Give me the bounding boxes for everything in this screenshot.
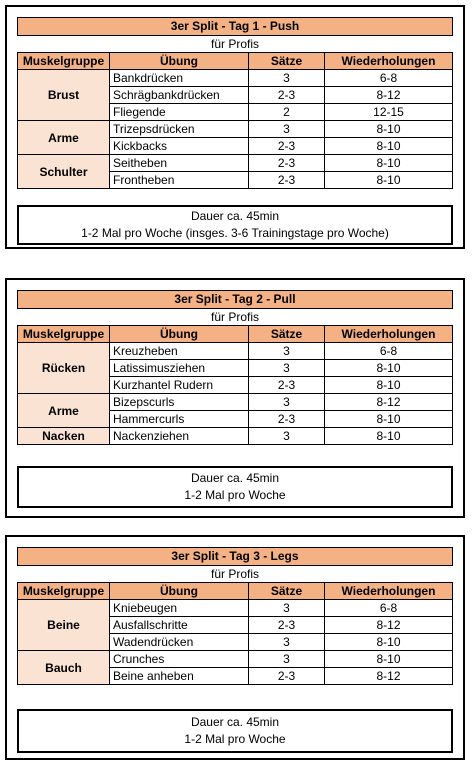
header-uebung: Übung [110, 53, 249, 70]
day-card-push [5, 5, 465, 249]
info-box [17, 709, 453, 753]
day-card-pull [5, 278, 465, 518]
table-row [18, 651, 453, 668]
day-subtitle: für Profis [210, 37, 259, 51]
exercise-cell: Wadendrücken [110, 634, 249, 651]
reps-cell: 8-10 [325, 138, 453, 155]
exercise-cell: Seitheben [110, 155, 249, 172]
sets-cell: 3 [249, 121, 325, 138]
header-wiederholungen: Wiederholungen [325, 326, 453, 343]
reps-cell: 8-12 [325, 394, 453, 411]
sets-cell: 2-3 [249, 617, 325, 634]
day-title: 3er Split - Tag 2 - Pull [17, 290, 453, 309]
header-saetze: Sätze [249, 583, 325, 600]
exercise-table [17, 582, 453, 685]
info-box [17, 466, 453, 508]
sets-cell: 3 [249, 70, 325, 87]
sets-cell: 3 [249, 428, 325, 445]
exercise-cell: Bizepscurls [110, 394, 249, 411]
sets-cell: 2-3 [249, 155, 325, 172]
sets-cell: 2-3 [249, 87, 325, 104]
muscle-group-cell: Schulter [18, 155, 110, 189]
header-uebung: Übung [110, 326, 249, 343]
table-row [18, 394, 453, 411]
exercise-cell: Frontheben [110, 172, 249, 189]
muscle-group-cell: Beine [18, 600, 110, 651]
header-uebung: Übung [110, 583, 249, 600]
table-row [18, 600, 453, 617]
frequency-text: 1-2 Mal pro Woche [184, 488, 286, 502]
sets-cell: 3 [249, 634, 325, 651]
table-header-row [18, 326, 453, 343]
exercise-table [17, 52, 453, 189]
header-wiederholungen: Wiederholungen [325, 583, 453, 600]
duration-text: Dauer ca. 45min [190, 209, 280, 223]
day-subtitle: für Profis [210, 310, 259, 324]
table-row [18, 70, 453, 87]
reps-cell: 8-10 [325, 411, 453, 428]
exercise-cell: Trizepsdrücken [110, 121, 249, 138]
header-saetze: Sätze [249, 53, 325, 70]
day-title: 3er Split - Tag 3 - Legs [17, 547, 453, 566]
reps-cell: 12-15 [325, 104, 453, 121]
table-row [18, 428, 453, 445]
header-muskelgruppe: Muskelgruppe [18, 53, 110, 70]
exercise-cell: Nackenziehen [110, 428, 249, 445]
frequency-text: 1-2 Mal pro Woche [184, 732, 286, 746]
reps-cell: 8-10 [325, 428, 453, 445]
day-card-legs [5, 535, 465, 760]
frequency-text: 1-2 Mal pro Woche (insges. 3-6 Trainingstage pro Woche) [81, 226, 389, 240]
reps-cell: 6-8 [325, 343, 453, 360]
exercise-cell: Crunches [110, 651, 249, 668]
sets-cell: 2-3 [249, 668, 325, 685]
muscle-group-cell: Nacken [18, 428, 110, 445]
sets-cell: 3 [249, 651, 325, 668]
sets-cell: 2-3 [249, 411, 325, 428]
muscle-group-cell: Rücken [18, 343, 110, 394]
reps-cell: 6-8 [325, 70, 453, 87]
exercise-cell: Fliegende [110, 104, 249, 121]
info-box [17, 205, 453, 245]
sets-cell: 2 [249, 104, 325, 121]
sets-cell: 2-3 [249, 172, 325, 189]
exercise-cell: Hammercurls [110, 411, 249, 428]
exercise-cell: Kreuzheben [110, 343, 249, 360]
reps-cell: 8-10 [325, 377, 453, 394]
reps-cell: 8-12 [325, 668, 453, 685]
muscle-group-cell: Arme [18, 394, 110, 428]
sets-cell: 3 [249, 343, 325, 360]
reps-cell: 6-8 [325, 600, 453, 617]
table-row [18, 343, 453, 360]
muscle-group-cell: Arme [18, 121, 110, 155]
header-muskelgruppe: Muskelgruppe [18, 583, 110, 600]
reps-cell: 8-12 [325, 87, 453, 104]
header-saetze: Sätze [249, 326, 325, 343]
muscle-group-cell: Brust [18, 70, 110, 121]
reps-cell: 8-10 [325, 360, 453, 377]
reps-cell: 8-12 [325, 617, 453, 634]
table-header-row [18, 53, 453, 70]
table-header-row [18, 583, 453, 600]
table-row [18, 155, 453, 172]
exercise-cell: Schrägbankdrücken [110, 87, 249, 104]
day-subtitle: für Profis [210, 567, 259, 581]
exercise-cell: Kickbacks [110, 138, 249, 155]
exercise-table [17, 325, 453, 445]
reps-cell: 8-10 [325, 651, 453, 668]
exercise-cell: Beine anheben [110, 668, 249, 685]
reps-cell: 8-10 [325, 155, 453, 172]
sets-cell: 3 [249, 600, 325, 617]
reps-cell: 8-10 [325, 172, 453, 189]
exercise-cell: Kniebeugen [110, 600, 249, 617]
exercise-cell: Ausfallschritte [110, 617, 249, 634]
exercise-cell: Latissimusziehen [110, 360, 249, 377]
header-muskelgruppe: Muskelgruppe [18, 326, 110, 343]
exercise-cell: Bankdrücken [110, 70, 249, 87]
duration-text: Dauer ca. 45min [190, 715, 280, 729]
duration-text: Dauer ca. 45min [190, 471, 280, 485]
exercise-cell: Kurzhantel Rudern [110, 377, 249, 394]
reps-cell: 8-10 [325, 121, 453, 138]
sets-cell: 2-3 [249, 138, 325, 155]
header-wiederholungen: Wiederholungen [325, 53, 453, 70]
table-row [18, 121, 453, 138]
sets-cell: 2-3 [249, 377, 325, 394]
day-title: 3er Split - Tag 1 - Push [17, 17, 453, 36]
muscle-group-cell: Bauch [18, 651, 110, 685]
sets-cell: 3 [249, 394, 325, 411]
sets-cell: 3 [249, 360, 325, 377]
reps-cell: 8-10 [325, 634, 453, 651]
